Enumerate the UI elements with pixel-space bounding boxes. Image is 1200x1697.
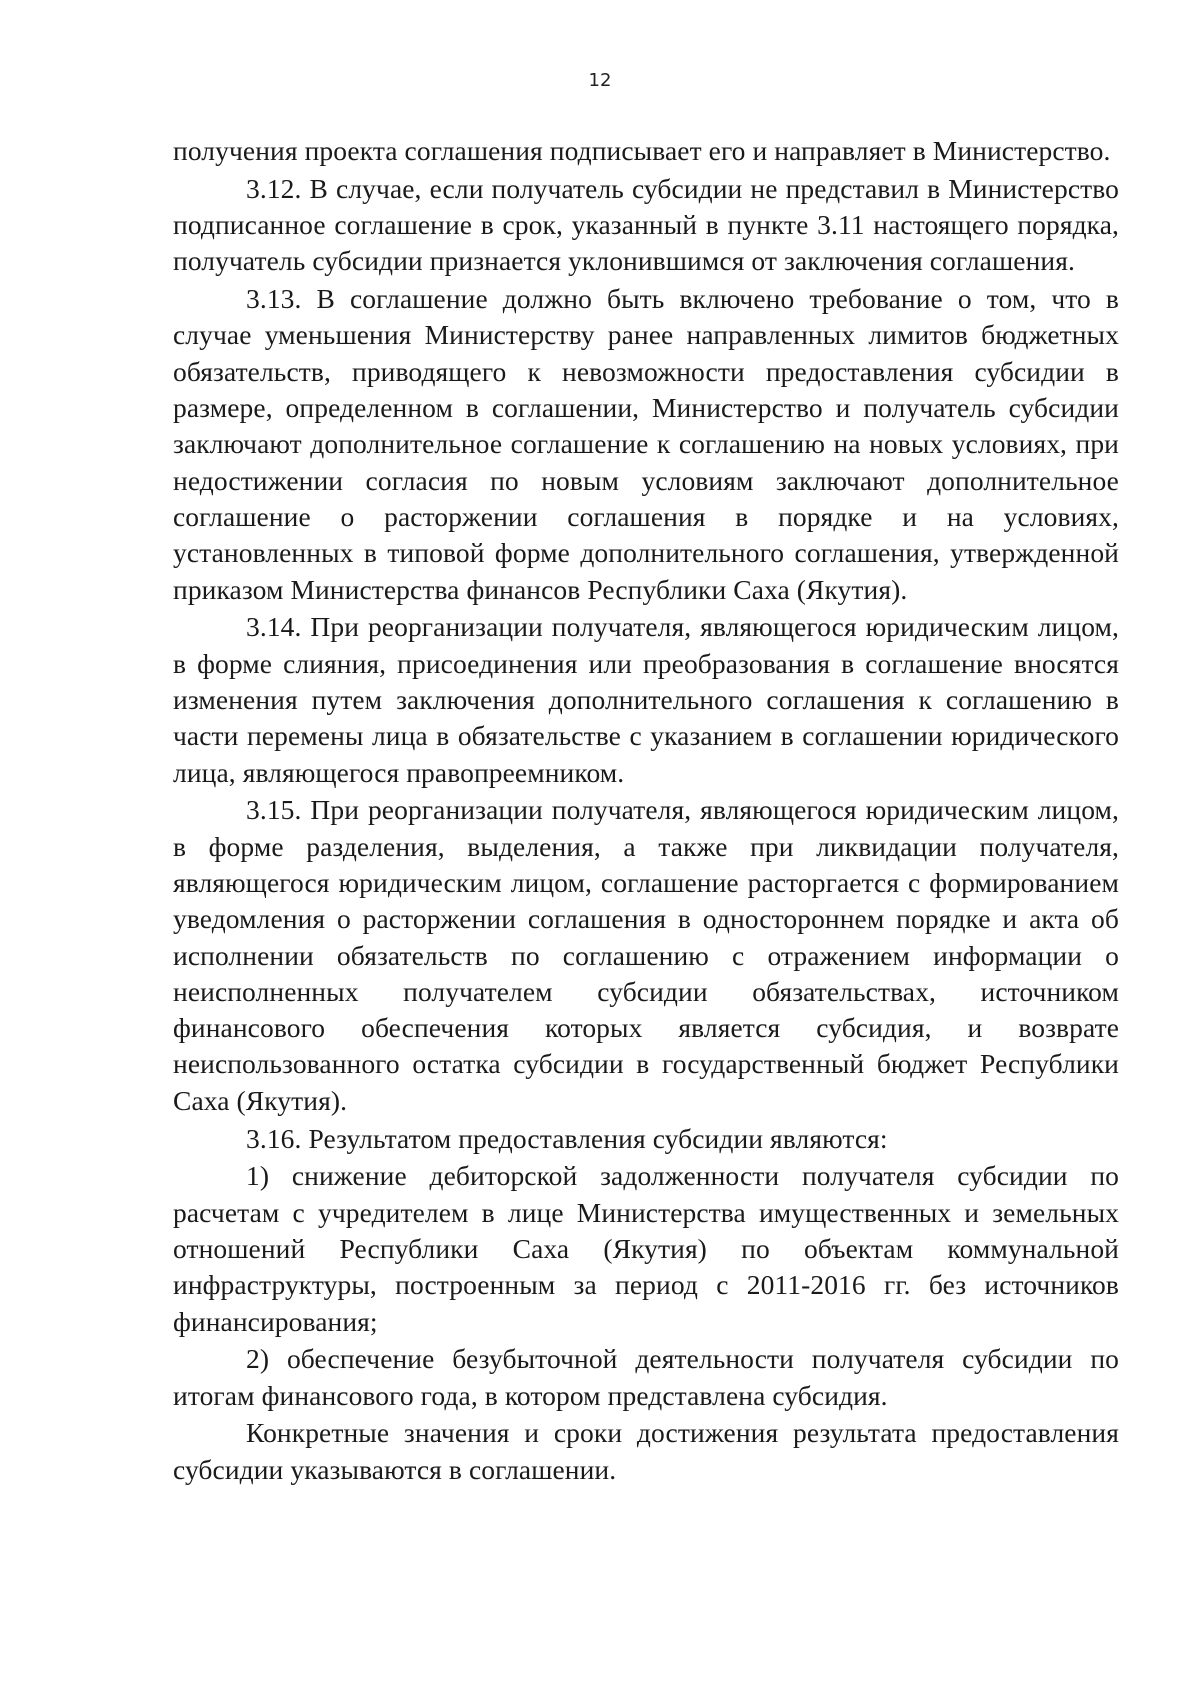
list-item-2: 2) обеспечение безубыточной деятельности получателя субсидии по итогам финансового года, в котором представлена субсидия. — [173, 1343, 1119, 1411]
paragraph-final: Конкретные значения и сроки достижения результата предоставления субсидии указываются в соглашении. — [173, 1417, 1119, 1485]
paragraph-continuation: получения проекта соглашения подписывает его и направляет в Министерство. — [173, 135, 1111, 166]
page-number: 12 — [588, 70, 612, 91]
paragraph-3-12: 3.12. В случае, если получатель субсидии не представил в Министерство подписанное соглашение в срок, указанный в пункте 3.11 настоящего порядка, получатель субсидии признается уклонившимся от заключения соглашения. — [173, 172, 1119, 277]
list-item-1: 1) снижение дебиторской задолженности получателя субсидии по расчетам с учредителем в лице Министерства имущественных и земельных отношений Республики Саха (Якутия) по объектам коммунальной инфраструктуры, построенным за период с 2011-2016 гг. без источников финансирования; — [173, 1160, 1119, 1337]
paragraph-3-13: 3.13. В соглашение должно быть включено требование о том, что в случае уменьшения Министерству ранее направленных лимитов бюджетных обязательств, приводящего к невозможности предоставления субсидии в размере, определенном в соглашении, Министерство и получатель субсидии заключают дополнительное соглашение к соглашению на новых условиях, при недостижении согласия по новым условиям заключают дополнительное соглашение о расторжении соглашения в порядке и на условиях, установленных в типовой форме дополнительного соглашения, утвержденной приказом Министерства финансов Республики Саха (Якутия). — [173, 283, 1119, 605]
paragraph-3-16: 3.16. Результатом предоставления субсидии являются: — [246, 1122, 888, 1154]
document-body — [173, 133, 1119, 1489]
paragraph-3-15: 3.15. При реорганизации получателя, являющегося юридическим лицом, в форме разделения, выделения, а также при ликвидации получателя, являющегося юридическим лицом, соглашение расторгается с формированием уведомления о расторжении соглашения в одностороннем порядке и акта об исполнении обязательств по соглашению с отражением информации о неисполненных получателем субсидии обязательствах, источником финансового обеспечения которых является субсидия, и возврате неиспользованного остатка субсидии в государственный бюджет Республики Саха (Якутия). — [173, 794, 1119, 1116]
paragraph-3-14: 3.14. При реорганизации получателя, являющегося юридическим лицом, в форме слияния, присоединения или преобразования в соглашение вносятся изменения путем заключения дополнительного соглашения к соглашению в части перемены лица в обязательстве с указанием в соглашении юридического лица, являющегося правопреемником. — [173, 611, 1119, 788]
